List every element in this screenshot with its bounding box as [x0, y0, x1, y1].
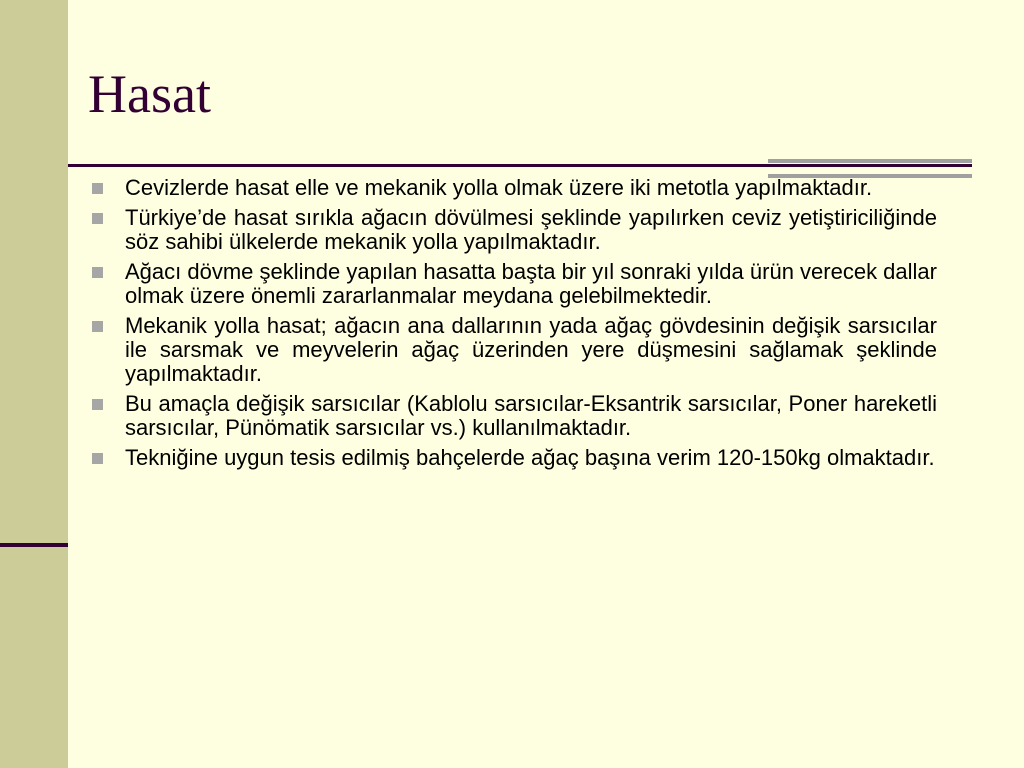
bullet-item — [86, 260, 937, 308]
square-bullet-icon — [92, 183, 103, 194]
side-band-decoration — [0, 0, 68, 768]
side-rule-decoration — [0, 543, 68, 547]
bullet-item — [86, 446, 937, 470]
square-bullet-icon — [92, 399, 103, 410]
bullet-text: Bu amaçla değişik sarsıcılar (Kablolu sarsıcılar-Eksantrik sarsıcılar, Poner hareketli sarsıcılar, Pünömatik sarsıcılar vs.) kullanılmaktadır. — [125, 391, 937, 440]
bullet-list — [86, 176, 937, 476]
bullet-text: Ağacı dövme şeklinde yapılan hasatta başta bir yıl sonraki yılda ürün verecek dallar olmak üzere önemli zararlanmalar meydana gelebilmektedir. — [125, 259, 937, 308]
bullet-text: Cevizlerde hasat elle ve mekanik yolla olmak üzere iki metotla yapılmaktadır. — [125, 175, 873, 200]
bullet-item — [86, 206, 937, 254]
bullet-item — [86, 176, 937, 200]
square-bullet-icon — [92, 267, 103, 278]
square-bullet-icon — [92, 213, 103, 224]
bullet-text: Türkiye’de hasat sırıkla ağacın dövülmesi şeklinde yapılırken ceviz yetiştiriciliğinde söz sahibi ülkelerde mekanik yolla yapılmaktadır. — [125, 205, 937, 254]
bullet-text: Mekanik yolla hasat; ağacın ana dallarının yada ağaç gövdesinin değişik sarsıcılar ile sarsmak ve meyvelerin ağaç üzerinden yere düşmesini sağlamak şeklinde yapılmaktadır. — [125, 313, 937, 386]
bullet-text: Tekniğine uygun tesis edilmiş bahçelerde ağaç başına verim 120-150kg olmaktadır. — [125, 445, 935, 470]
square-bullet-icon — [92, 453, 103, 464]
slide-title: Hasat — [88, 64, 211, 124]
bullet-item — [86, 392, 937, 440]
title-divider — [68, 164, 972, 167]
square-bullet-icon — [92, 321, 103, 332]
bullet-item — [86, 314, 937, 386]
accent-bar-top — [768, 159, 972, 163]
